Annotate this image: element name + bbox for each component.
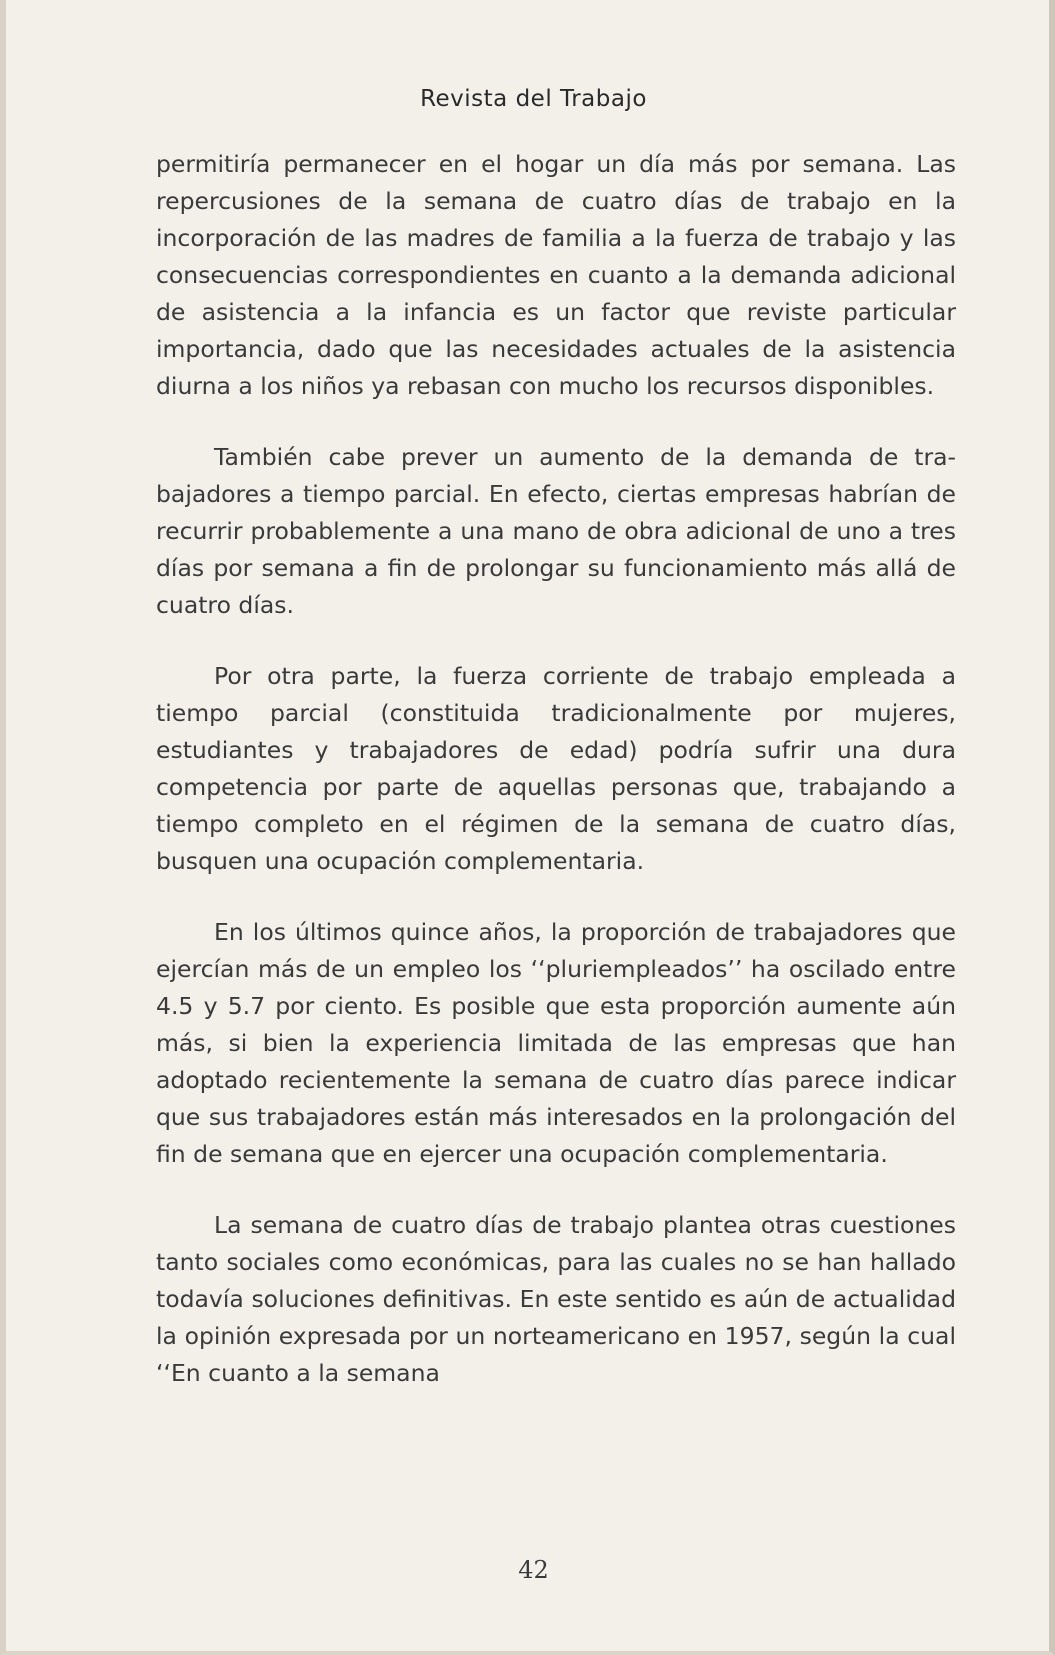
paragraph-part-time-competition: Por otra parte, la fuerza corriente de trabajo empleada a tiempo parcial (constituida tradicionalmente por mujeres, estudiantes y trabajadores de edad) podría sufrir una dura competencia por parte de aquellas personas que, trabajando a tiempo completo en el régimen de la semana de cuatro días, busquen una ocupación complementaria. (156, 662, 956, 875)
paragraph-continuation: permitiría permanecer en el hogar un día más por semana. Las repercusiones de la semana de cuatro días de trabajo en la incorporación de las madres de familia a la fuerza de trabajo y las consecuencias correspondientes en cuanto a la demanda adicional de asistencia a la infancia es un factor que reviste particular importancia, dado que las necesidades actuales de la asistencia diurna a los niños ya rebasan con mucho los recursos disponibles. (156, 150, 956, 400)
running-head: Revista del Trabajo (420, 86, 647, 112)
paragraph-multiple-jobholders: En los últimos quince años, la proporción de trabajadores que ejercían más de un empleo los ‘‘pluriempleados’’ ha oscilado entre 4.5 y 5.7 por ciento. Es posible que esta proporción aumente aún más, si bien la experiencia limitada de las empresas que han adoptado recientemente la semana de cuatro días parece indicar que sus trabajadores están más interesados en la prolongación del fin de semana que en ejercer una ocupación complementaria. (156, 918, 956, 1168)
page-number: 42 (518, 1556, 549, 1584)
body-text (156, 146, 956, 1392)
paragraph-open-questions: La semana de cuatro días de trabajo plantea otras cuestiones tanto sociales como económicas, para las cuales no se han hallado todavía soluciones definitivas. En este sentido es aún de actualidad la opinión expresada por un norteamericano en 1957, según la cual ‘‘En cuanto a la semana (156, 1211, 956, 1387)
paragraph-part-time-demand: También cabe prever un aumento de la demanda de trabajadores a tiempo parcial. En efecto, ciertas empresas habrían de recurrir probablemente a una mano de obra adicional de uno a tres días por semana a fin de prolongar su funcionamiento más allá de cuatro días. (156, 443, 956, 619)
